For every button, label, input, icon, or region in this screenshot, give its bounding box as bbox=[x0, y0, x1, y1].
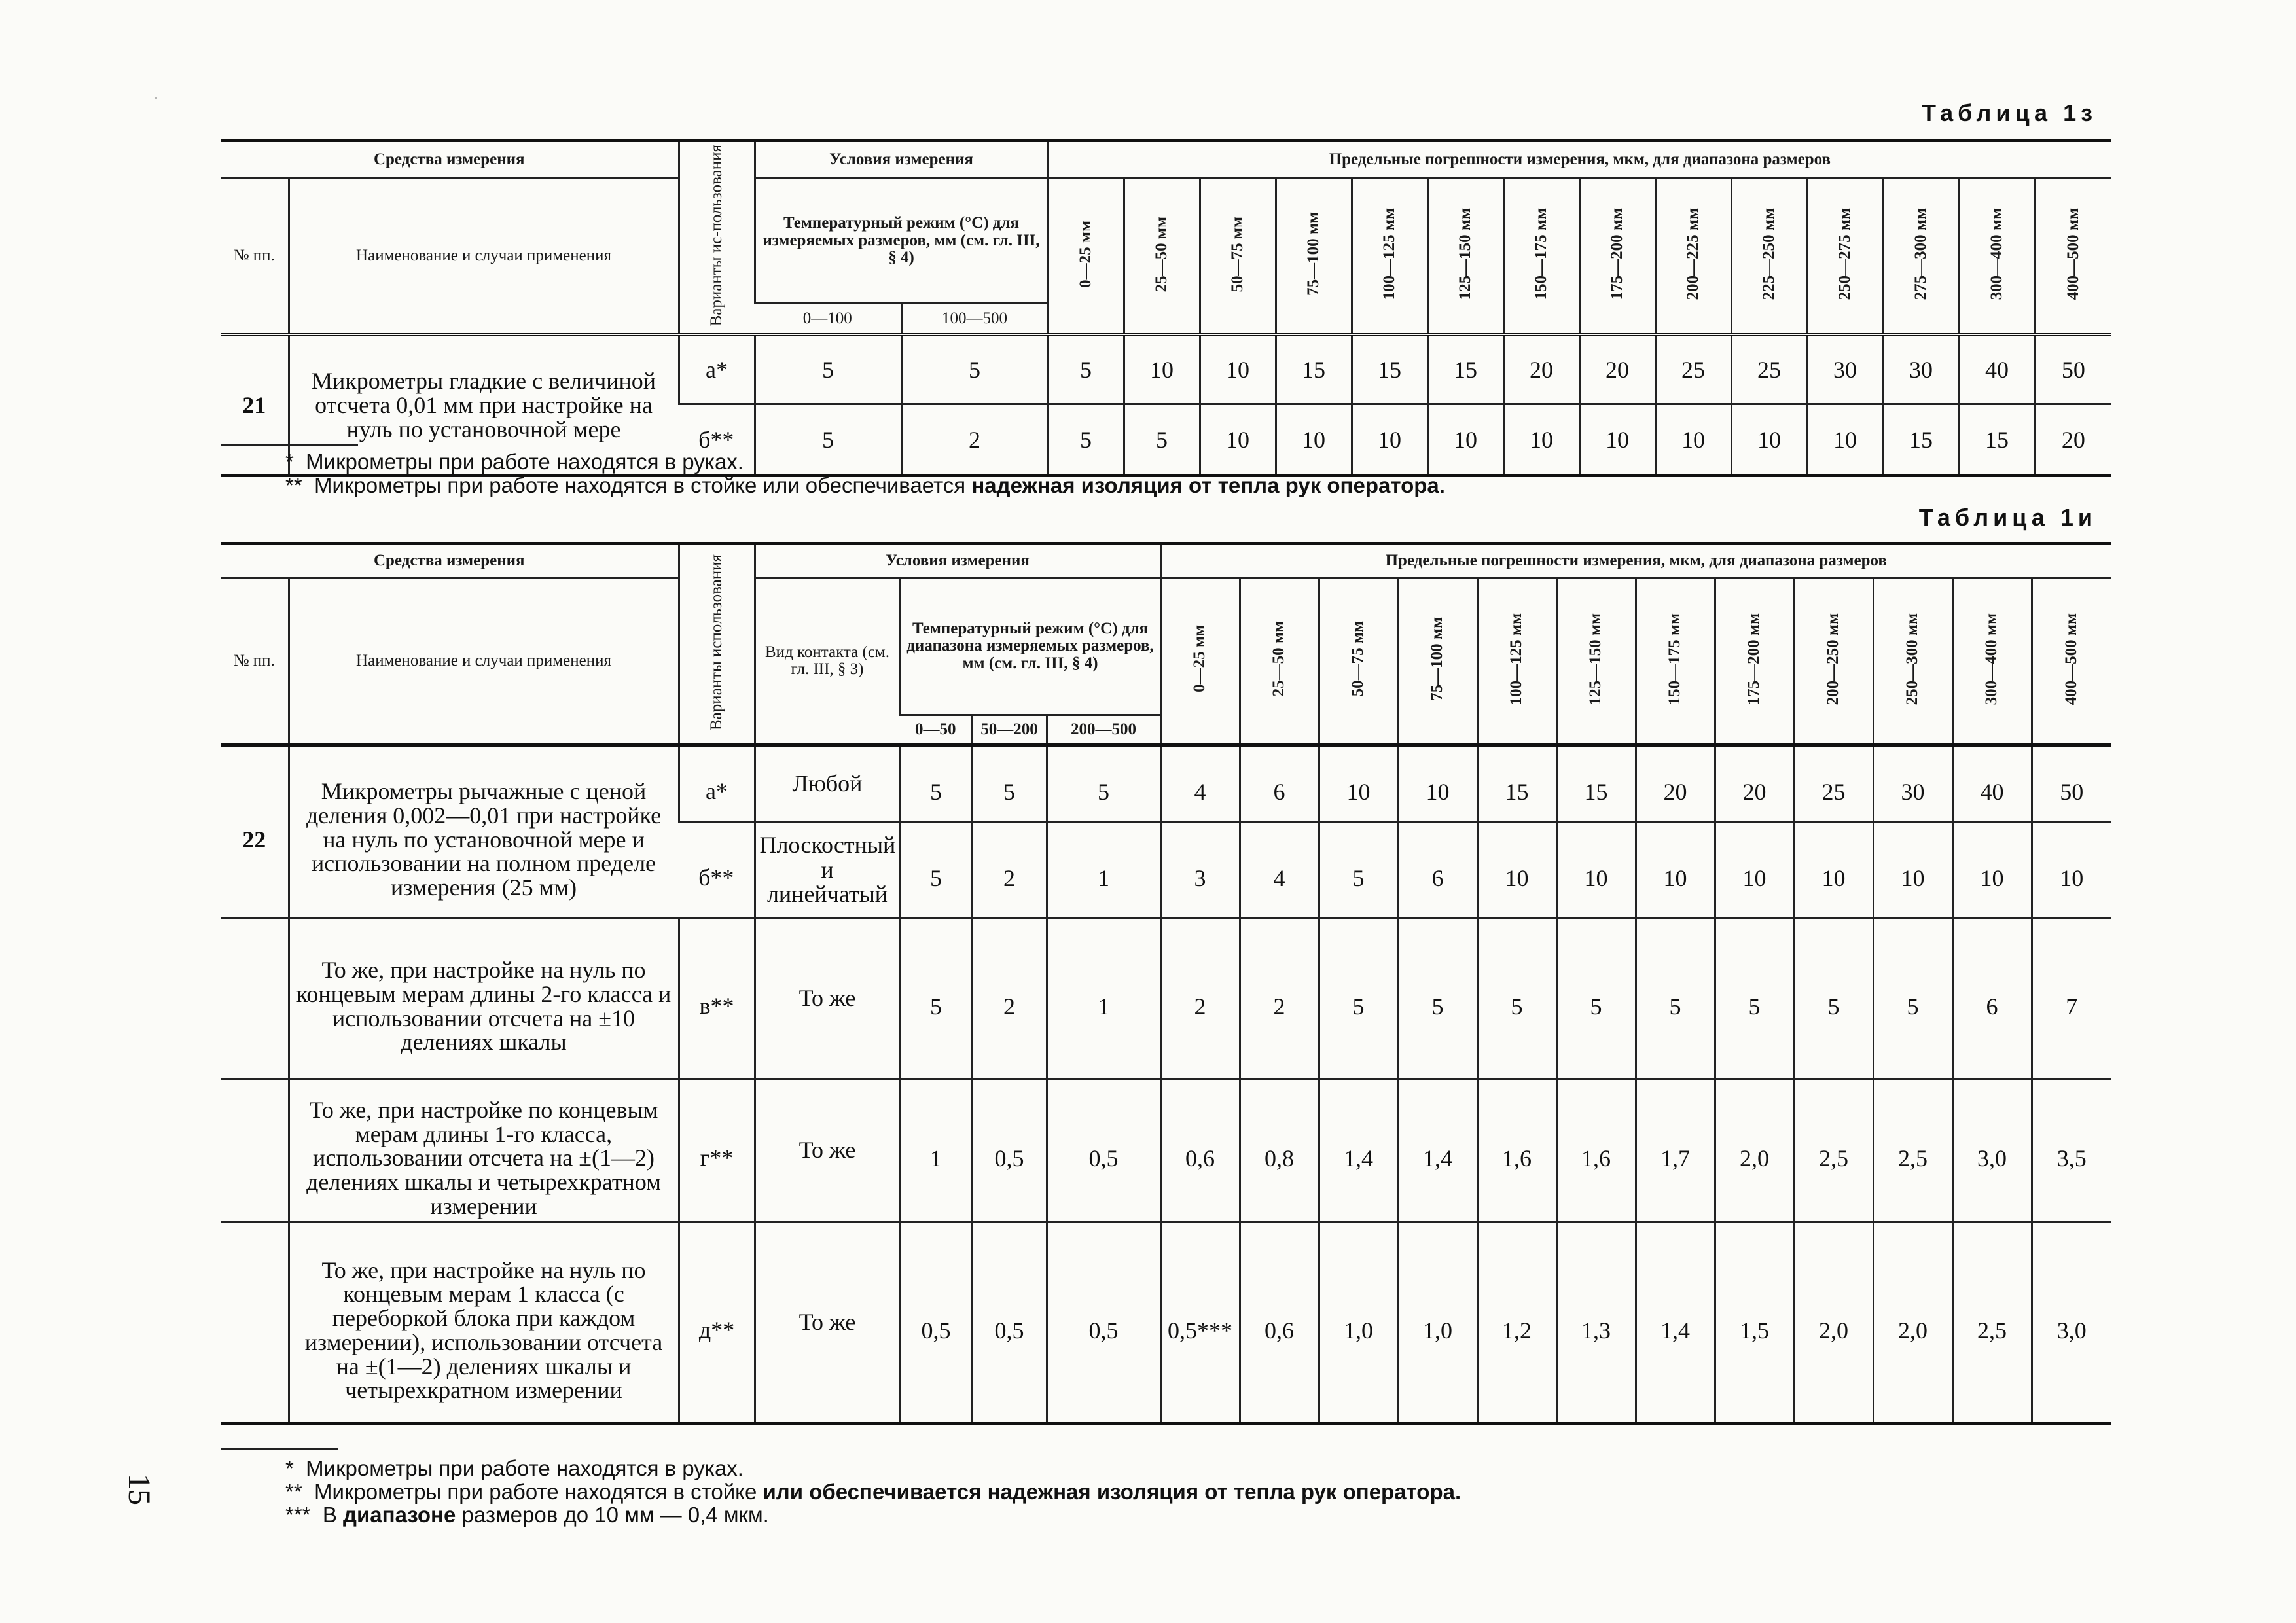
error-value: 5 bbox=[1794, 918, 1873, 1079]
size-col-10: 300—400 мм bbox=[1952, 578, 2032, 745]
contact-type: Любой bbox=[755, 745, 900, 823]
row-name: Микрометры гладкие с величиной отсчета 0,01 мм при настройке на нуль по установочной мере bbox=[289, 334, 679, 476]
temp-value: 5 bbox=[972, 745, 1047, 823]
error-value: 3,0 bbox=[1952, 1079, 2032, 1222]
contact-type: То же bbox=[755, 918, 900, 1079]
table-1z-caption: Таблица 1з bbox=[1922, 99, 2097, 126]
error-value: 20 bbox=[1636, 745, 1715, 823]
temp-value: 5 bbox=[901, 334, 1048, 404]
error-value: 0,6 bbox=[1240, 1222, 1319, 1423]
error-value: 1,4 bbox=[1398, 1079, 1477, 1222]
size-col-9: 250—300 мм bbox=[1873, 578, 1952, 745]
error-value: 10 bbox=[1200, 404, 1276, 476]
error-value: 5 bbox=[1873, 918, 1952, 1079]
error-value: 30 bbox=[1873, 745, 1952, 823]
error-value: 15 bbox=[1352, 334, 1427, 404]
error-value: 6 bbox=[1398, 823, 1477, 918]
temp-value: 1 bbox=[900, 1079, 972, 1222]
contact-type: То же bbox=[755, 1079, 900, 1222]
error-value: 15 bbox=[1276, 334, 1352, 404]
temp-value: 5 bbox=[900, 745, 972, 823]
error-value: 1,4 bbox=[1319, 1079, 1398, 1222]
row-number-empty bbox=[221, 1222, 289, 1423]
contact-type: То же bbox=[755, 1222, 900, 1423]
header-conditions: Условия измерения bbox=[755, 141, 1048, 179]
temp-value: 1 bbox=[1047, 823, 1160, 918]
error-value: 6 bbox=[1952, 918, 2032, 1079]
error-value: 10 bbox=[1731, 404, 1807, 476]
error-value: 1,2 bbox=[1477, 1222, 1556, 1423]
header-name: Наименование и случаи применения bbox=[289, 578, 679, 745]
error-value: 2,5 bbox=[1873, 1079, 1952, 1222]
variant-label: г** bbox=[679, 1079, 755, 1222]
size-col-5: 125—150 мм bbox=[1556, 578, 1636, 745]
error-value: 1,4 bbox=[1636, 1222, 1715, 1423]
error-value: 10 bbox=[1276, 404, 1352, 476]
size-col-2: 50—75 мм bbox=[1200, 179, 1276, 335]
error-value: 1,0 bbox=[1398, 1222, 1477, 1423]
temp-value: 0,5 bbox=[900, 1222, 972, 1423]
error-value: 0,5*** bbox=[1160, 1222, 1240, 1423]
size-col-1: 25—50 мм bbox=[1240, 578, 1319, 745]
variant-label: в** bbox=[679, 918, 755, 1079]
size-col-11: 275—300 мм bbox=[1883, 179, 1959, 335]
error-value: 5 bbox=[1124, 404, 1200, 476]
size-col-12: 300—400 мм bbox=[1959, 179, 2035, 335]
footnote-rule bbox=[221, 1448, 338, 1450]
header-variants: Варианты ис-пользования bbox=[679, 141, 755, 335]
error-value: 2 bbox=[1240, 918, 1319, 1079]
error-value: 1,6 bbox=[1556, 1079, 1636, 1222]
scan-speck bbox=[155, 97, 157, 99]
footnote-1: * Микрометры при работе находятся в руках. bbox=[285, 1456, 744, 1480]
error-value: 7 bbox=[2032, 918, 2111, 1079]
size-col-3: 75—100 мм bbox=[1398, 578, 1477, 745]
error-value: 40 bbox=[1959, 334, 2035, 404]
header-errors: Предельные погрешности измерения, мкм, для диапазона размеров bbox=[1048, 141, 2111, 179]
error-value: 6 bbox=[1240, 745, 1319, 823]
error-value: 10 bbox=[1124, 334, 1200, 404]
size-col-11: 400—500 мм bbox=[2032, 578, 2111, 745]
error-value: 15 bbox=[1477, 745, 1556, 823]
header-name: Наименование и случаи применения bbox=[289, 179, 679, 335]
header-means: Средства измерения bbox=[221, 544, 679, 578]
error-value: 10 bbox=[1319, 745, 1398, 823]
temp-range-0: 0—50 bbox=[900, 715, 972, 745]
error-value: 5 bbox=[1636, 918, 1715, 1079]
size-col-6: 150—175 мм bbox=[1636, 578, 1715, 745]
temp-value: 0,5 bbox=[1047, 1079, 1160, 1222]
size-col-5: 125—150 мм bbox=[1427, 179, 1503, 335]
footnote-2: ** Микрометры при работе находятся в стойке или обеспечивается надежная изоляция от тепла рук оператора. bbox=[285, 1479, 1462, 1504]
temp-range-1: 100—500 bbox=[901, 303, 1048, 334]
error-value: 2,0 bbox=[1715, 1079, 1794, 1222]
error-value: 2,5 bbox=[1952, 1222, 2032, 1423]
size-col-9: 225—250 мм bbox=[1731, 179, 1807, 335]
size-col-2: 50—75 мм bbox=[1319, 578, 1398, 745]
size-col-4: 100—125 мм bbox=[1352, 179, 1427, 335]
variant-label: б** bbox=[679, 404, 755, 476]
header-temperature: Температурный режим (°С) для диапазона измеряемых размеров, мм (см. гл. III, § 4) bbox=[900, 578, 1160, 715]
table-1i-footnotes bbox=[285, 1457, 1461, 1527]
header-temperature: Температурный режим (°С) для измеряемых размеров, мм (см. гл. III, § 4) bbox=[755, 179, 1048, 304]
size-col-0: 0—25 мм bbox=[1160, 578, 1240, 745]
size-col-13: 400—500 мм bbox=[2035, 179, 2111, 335]
error-value: 10 bbox=[1556, 823, 1636, 918]
error-value: 10 bbox=[1636, 823, 1715, 918]
error-value: 10 bbox=[1398, 745, 1477, 823]
error-value: 25 bbox=[1731, 334, 1807, 404]
row-number-empty bbox=[221, 918, 289, 1079]
temp-value: 5 bbox=[900, 823, 972, 918]
error-value: 1,7 bbox=[1636, 1079, 1715, 1222]
error-value: 20 bbox=[1715, 745, 1794, 823]
header-variants: Варианты использования bbox=[679, 544, 755, 745]
row-name: То же, при настройке по концевым мерам длины 1-го класса, использовании отсчета на ±(1—2) делениях шкалы и четырехкратном измерении bbox=[289, 1079, 679, 1222]
error-value: 20 bbox=[1579, 334, 1655, 404]
error-value: 2,0 bbox=[1794, 1222, 1873, 1423]
error-value: 0,8 bbox=[1240, 1079, 1319, 1222]
row-number-empty bbox=[221, 1079, 289, 1222]
temp-range-1: 50—200 bbox=[972, 715, 1047, 745]
variant-label: а* bbox=[679, 745, 755, 823]
error-value: 3,5 bbox=[2032, 1079, 2111, 1222]
row-number: 22 bbox=[221, 745, 289, 918]
error-value: 20 bbox=[2035, 404, 2111, 476]
error-value: 15 bbox=[1556, 745, 1636, 823]
temp-value: 5 bbox=[900, 918, 972, 1079]
error-value: 5 bbox=[1398, 918, 1477, 1079]
table-1i-caption: Таблица 1и bbox=[1918, 504, 2097, 531]
header-contact: Вид контакта (см. гл. III, § 3) bbox=[755, 578, 900, 745]
error-value: 1,5 bbox=[1715, 1222, 1794, 1423]
table-1z-footnotes bbox=[285, 450, 1445, 497]
error-value: 10 bbox=[1655, 404, 1731, 476]
error-value: 10 bbox=[2032, 823, 2111, 918]
temp-value: 2 bbox=[972, 823, 1047, 918]
error-value: 10 bbox=[1477, 823, 1556, 918]
temp-value: 0,5 bbox=[1047, 1222, 1160, 1423]
error-value: 1,3 bbox=[1556, 1222, 1636, 1423]
footnote-1: * Микрометры при работе находятся в руках. bbox=[285, 450, 744, 474]
size-col-3: 75—100 мм bbox=[1276, 179, 1352, 335]
error-value: 25 bbox=[1794, 745, 1873, 823]
error-value: 10 bbox=[1200, 334, 1276, 404]
variant-label: а* bbox=[679, 334, 755, 404]
temp-range-2: 200—500 bbox=[1047, 715, 1160, 745]
row-name: То же, при настройке на нуль по концевым мерам 1 класса (с переборкой блока при каждом измерении), использовании отсчета на ±(1—2) делениях шкалы и четырехкратном измерении bbox=[289, 1222, 679, 1423]
error-value: 40 bbox=[1952, 745, 2032, 823]
variant-label: д** bbox=[679, 1222, 755, 1423]
error-value: 10 bbox=[1503, 404, 1579, 476]
temp-value: 1 bbox=[1047, 918, 1160, 1079]
table-1z bbox=[221, 139, 2111, 477]
error-value: 10 bbox=[1873, 823, 1952, 918]
temp-range-0: 0—100 bbox=[755, 303, 901, 334]
temp-value: 0,5 bbox=[972, 1222, 1047, 1423]
error-value: 5 bbox=[1048, 404, 1124, 476]
footnote-3: *** В диапазоне размеров до 10 мм — 0,4 мкм. bbox=[285, 1503, 769, 1527]
error-value: 10 bbox=[1715, 823, 1794, 918]
error-value: 5 bbox=[1319, 823, 1398, 918]
error-value: 5 bbox=[1715, 918, 1794, 1079]
temp-value: 5 bbox=[1047, 745, 1160, 823]
size-col-1: 25—50 мм bbox=[1124, 179, 1200, 335]
header-errors: Предельные погрешности измерения, мкм, для диапазона размеров bbox=[1160, 544, 2111, 578]
error-value: 10 bbox=[1427, 404, 1503, 476]
error-value: 2,5 bbox=[1794, 1079, 1873, 1222]
size-col-8: 200—250 мм bbox=[1794, 578, 1873, 745]
error-value: 2,0 bbox=[1873, 1222, 1952, 1423]
size-col-0: 0—25 мм bbox=[1048, 179, 1124, 335]
table-1i bbox=[221, 542, 2111, 1425]
error-value: 50 bbox=[2032, 745, 2111, 823]
error-value: 10 bbox=[1579, 404, 1655, 476]
size-col-4: 100—125 мм bbox=[1477, 578, 1556, 745]
error-value: 15 bbox=[1959, 404, 2035, 476]
error-value: 25 bbox=[1655, 334, 1731, 404]
contact-type: Плоскостный и линейчатый bbox=[755, 823, 900, 918]
error-value: 3 bbox=[1160, 823, 1240, 918]
row-number: 21 bbox=[221, 334, 289, 476]
error-value: 10 bbox=[1352, 404, 1427, 476]
error-value: 4 bbox=[1240, 823, 1319, 918]
error-value: 1,0 bbox=[1319, 1222, 1398, 1423]
error-value: 50 bbox=[2035, 334, 2111, 404]
error-value: 10 bbox=[1807, 404, 1883, 476]
size-col-7: 175—200 мм bbox=[1715, 578, 1794, 745]
size-col-6: 150—175 мм bbox=[1503, 179, 1579, 335]
error-value: 4 bbox=[1160, 745, 1240, 823]
temp-value: 0,5 bbox=[972, 1079, 1047, 1222]
error-value: 5 bbox=[1319, 918, 1398, 1079]
temp-value: 2 bbox=[901, 404, 1048, 476]
error-value: 30 bbox=[1807, 334, 1883, 404]
row-name: Микрометры рычажные с ценой деления 0,002—0,01 при настройке на нуль по установочной мере и использовании на полном пределе измерения (25 мм) bbox=[289, 745, 679, 918]
footnote-rule bbox=[221, 444, 358, 446]
size-col-10: 250—275 мм bbox=[1807, 179, 1883, 335]
header-conditions: Условия измерения bbox=[755, 544, 1160, 578]
error-value: 10 bbox=[1952, 823, 2032, 918]
temp-value: 5 bbox=[755, 404, 901, 476]
error-value: 20 bbox=[1503, 334, 1579, 404]
error-value: 3,0 bbox=[2032, 1222, 2111, 1423]
error-value: 15 bbox=[1883, 404, 1959, 476]
error-value: 5 bbox=[1556, 918, 1636, 1079]
footnote-2: ** Микрометры при работе находятся в стойке или обеспечивается надежная изоляция от тепла рук оператора. bbox=[285, 473, 1445, 497]
variant-label: б** bbox=[679, 823, 755, 918]
error-value: 15 bbox=[1427, 334, 1503, 404]
error-value: 10 bbox=[1794, 823, 1873, 918]
row-name: То же, при настройке на нуль по концевым мерам длины 2-го класса и использовании отсчета на ±10 делениях шкалы bbox=[289, 918, 679, 1079]
size-col-8: 200—225 мм bbox=[1655, 179, 1731, 335]
error-value: 2 bbox=[1160, 918, 1240, 1079]
error-value: 0,6 bbox=[1160, 1079, 1240, 1222]
header-no: № пп. bbox=[221, 179, 289, 335]
header-no: № пп. bbox=[221, 578, 289, 745]
error-value: 1,6 bbox=[1477, 1079, 1556, 1222]
header-means: Средства измерения bbox=[221, 141, 679, 179]
error-value: 5 bbox=[1477, 918, 1556, 1079]
size-col-7: 175—200 мм bbox=[1579, 179, 1655, 335]
temp-value: 2 bbox=[972, 918, 1047, 1079]
temp-value: 5 bbox=[755, 334, 901, 404]
error-value: 30 bbox=[1883, 334, 1959, 404]
error-value: 5 bbox=[1048, 334, 1124, 404]
page-number: 15 bbox=[122, 1474, 156, 1505]
